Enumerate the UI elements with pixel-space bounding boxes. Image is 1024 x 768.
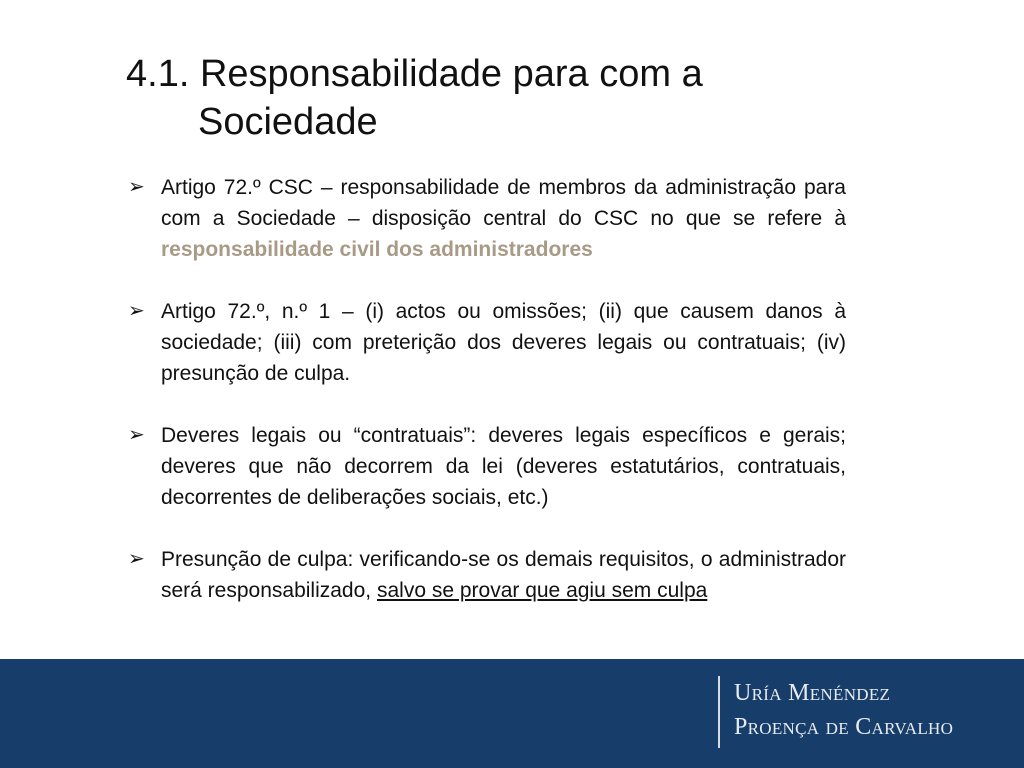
bullet-text: Deveres legais ou “contratuais”: deveres legais específicos e gerais; deveres que não decorrem da lei (deveres estatutários, contratuais, decorrentes de deliberações sociais, etc.) <box>161 424 846 509</box>
arrow-bullet-icon: ➢ <box>128 176 145 198</box>
title-line-2: Sociedade <box>198 101 378 143</box>
arrow-bullet-icon: ➢ <box>128 300 145 322</box>
arrow-bullet-icon: ➢ <box>128 424 145 446</box>
arrow-bullet-icon: ➢ <box>128 548 145 570</box>
company-logo <box>734 676 1014 744</box>
bullet-text <box>161 544 846 606</box>
highlighted-text: responsabilidade civil dos administradores <box>161 238 593 261</box>
bullet-text-part: Presunção de culpa: verificando-se os demais requisitos, o administrador será responsabilizado, <box>161 548 846 602</box>
slide-title <box>126 50 846 146</box>
bullet-item <box>126 420 846 513</box>
title-line-1: 4.1. Responsabilidade para com a <box>126 53 703 95</box>
brand-line-2: Proença de Carvalho <box>734 714 954 740</box>
bullet-item <box>126 296 846 389</box>
bullet-text-part: Artigo 72.º CSC – responsabilidade de membros da administração para com a Sociedade – disposição central do CSC no que se refere à <box>161 176 846 230</box>
bullet-text: Artigo 72.º, n.º 1 – (i) actos ou omissões; (ii) que causem danos à sociedade; (iii) com preterição dos deveres legais ou contratuais; (iv) presunção de culpa. <box>161 300 846 385</box>
bullet-item <box>126 544 846 606</box>
bullet-item <box>126 172 846 265</box>
brand-divider <box>718 676 720 748</box>
bullet-text <box>161 172 846 265</box>
underlined-text: salvo se provar que agiu sem culpa <box>376 579 708 602</box>
brand-line-1: Uría Menéndez <box>734 680 891 706</box>
bullet-list <box>126 172 846 637</box>
